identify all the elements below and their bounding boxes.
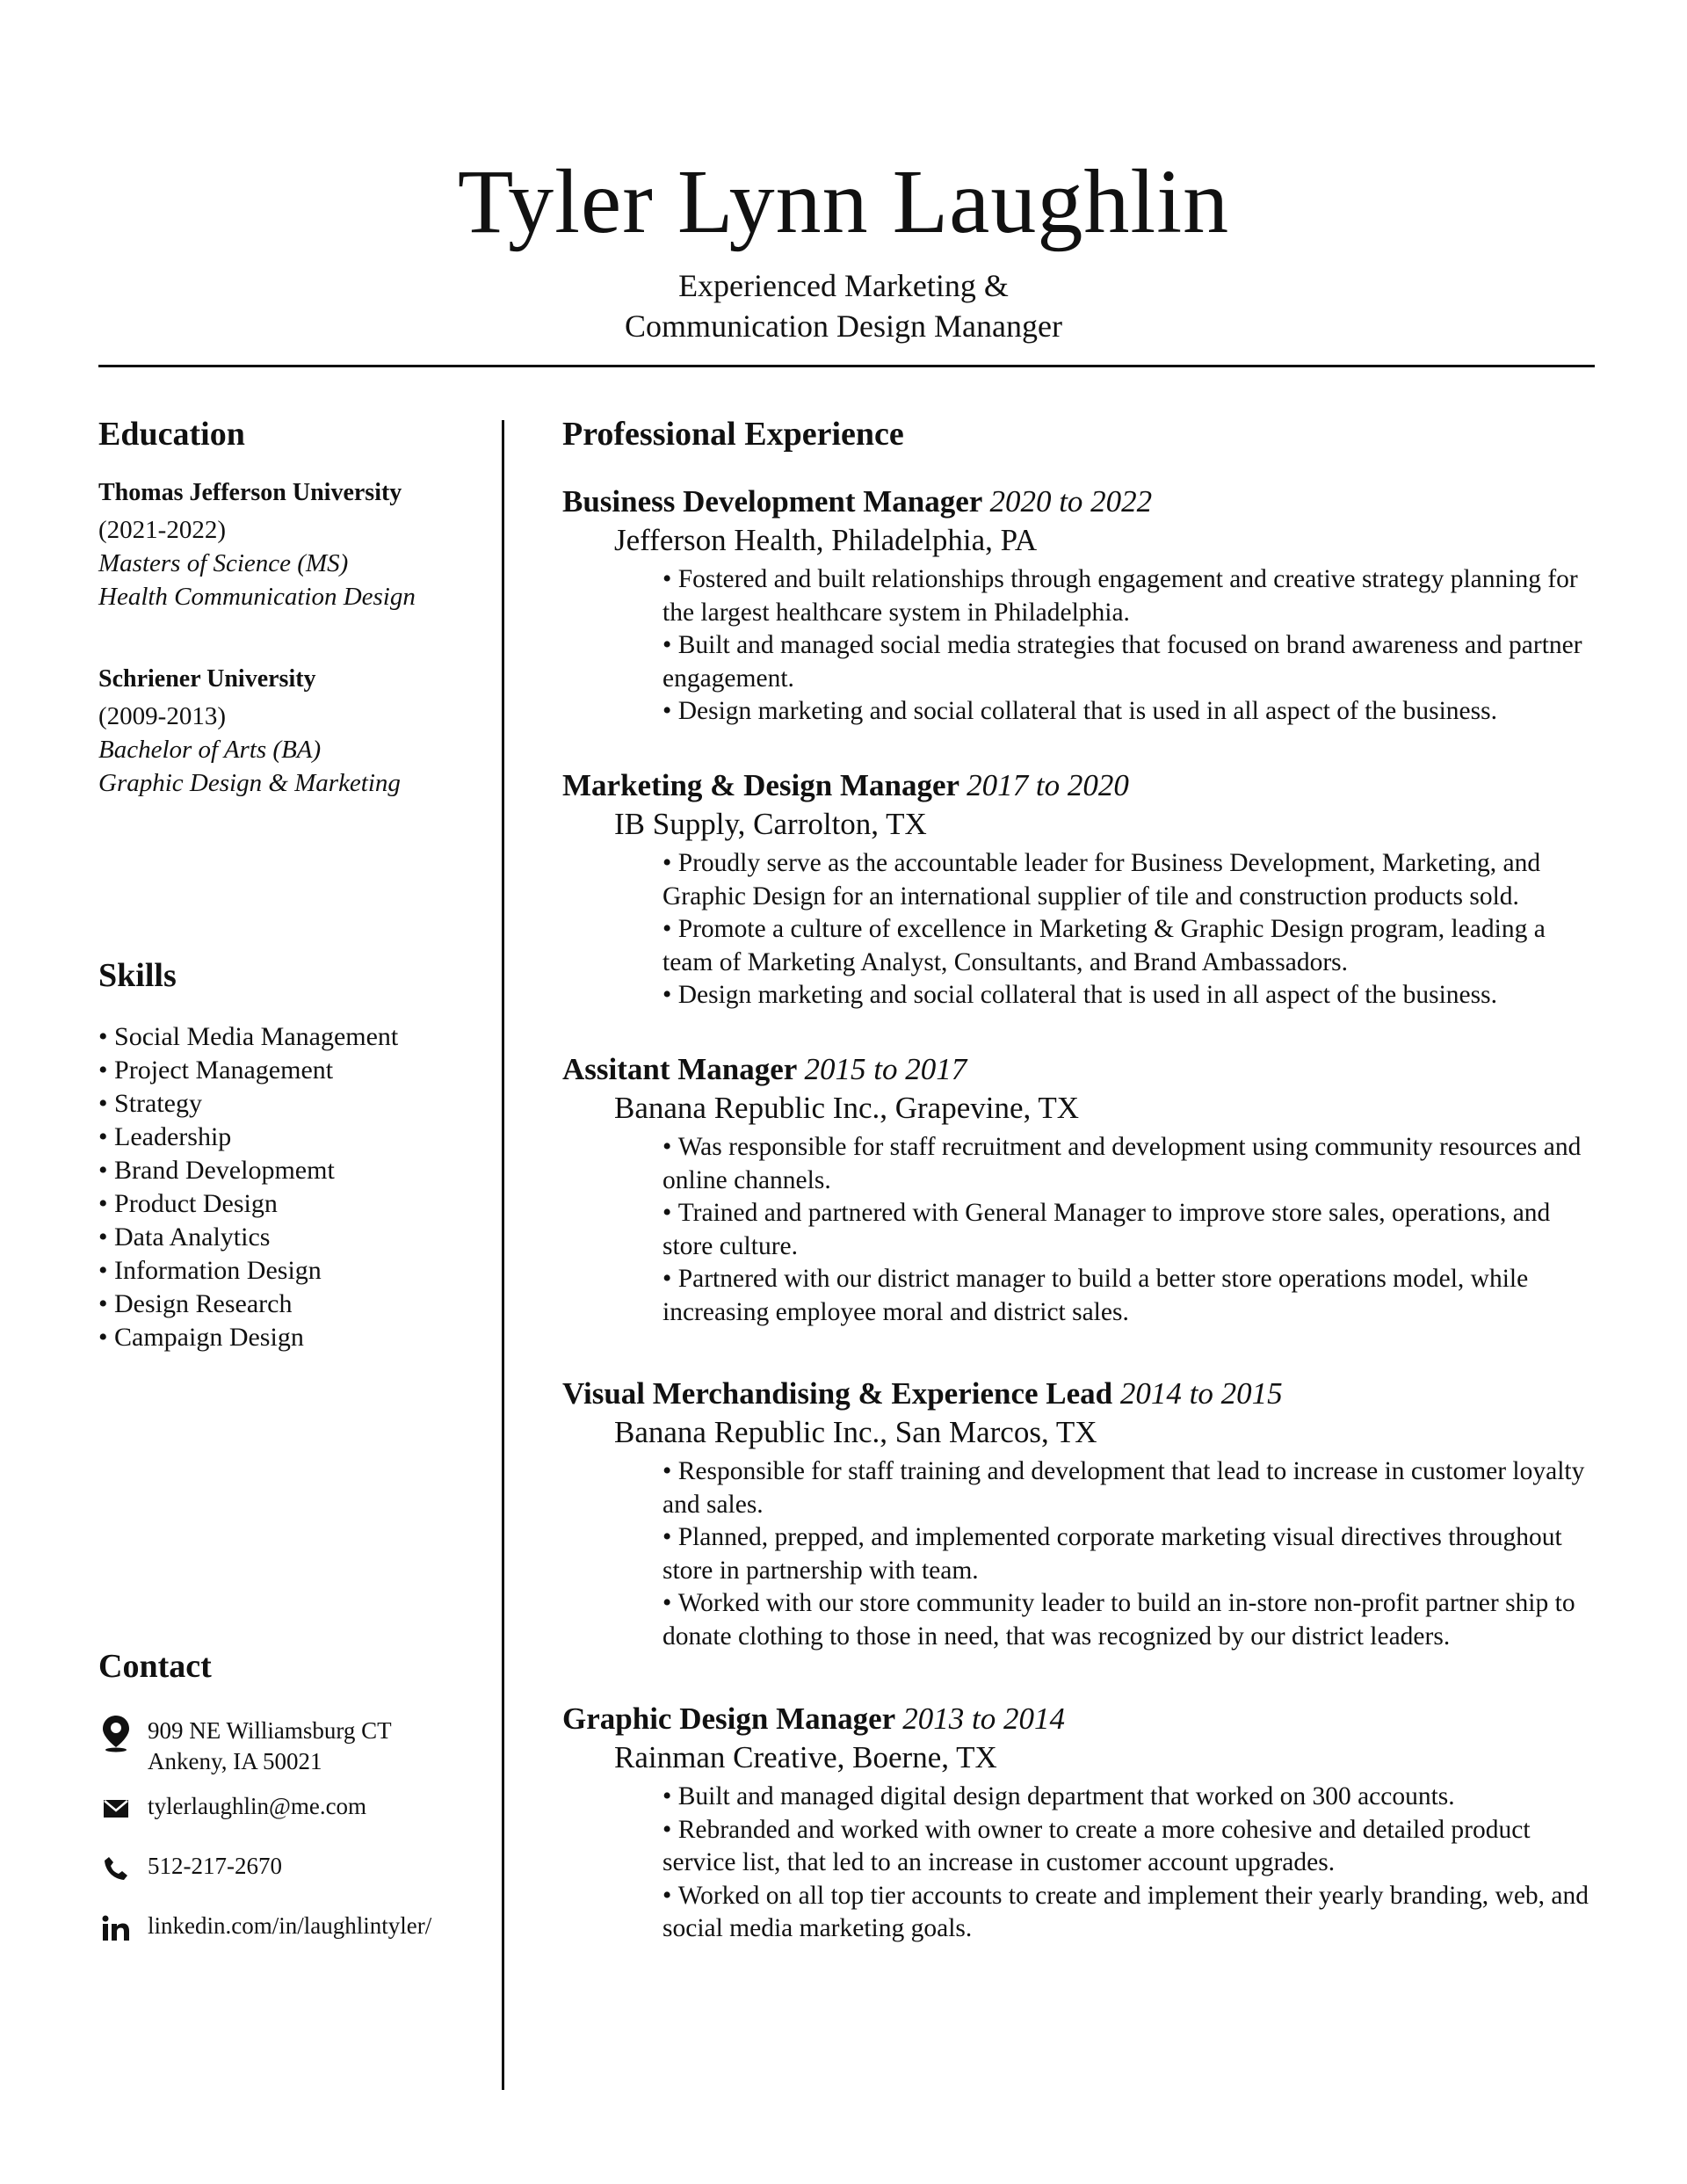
- school-name: Schriener University: [98, 665, 316, 693]
- skill-item: • Project Management: [98, 1054, 485, 1087]
- job-heading: [562, 1375, 1595, 1413]
- job-bullets: [562, 1131, 1595, 1329]
- job-company: Banana Republic Inc., Grapevine, TX: [614, 1091, 1080, 1125]
- skills-title: Skills: [98, 957, 177, 994]
- job-bullet: • Rebranded and worked with owner to create a more cohesive and detailed product service list, that led to an increase in customer account upgrades.: [662, 1814, 1595, 1880]
- skills-list: [98, 1020, 485, 1354]
- job-company: Jefferson Health, Philadelphia, PA: [614, 523, 1038, 557]
- job-entry: [562, 483, 1595, 729]
- skill-item: • Leadership: [98, 1121, 485, 1154]
- email-link[interactable]: tylerlaughlin@me.com: [148, 1793, 367, 1819]
- job-bullet: • Trained and partnered with General Manager to improve store sales, operations, and store culture.: [662, 1197, 1595, 1263]
- job-bullet: • Was responsible for staff recruitment and development using community resources and online channels.: [662, 1131, 1595, 1197]
- phone-icon: [98, 1851, 134, 1886]
- job-heading: [562, 483, 1595, 521]
- education-title: Education: [98, 416, 245, 453]
- job-company: Rainman Creative, Boerne, TX: [614, 1740, 997, 1774]
- tagline-line-2: Communication Design Mananger: [625, 308, 1062, 344]
- job-bullet: • Built and managed digital design department that worked on 300 accounts.: [662, 1781, 1595, 1814]
- skill-item: • Strategy: [98, 1087, 485, 1121]
- contact-title: Contact: [98, 1648, 212, 1685]
- skill-item: • Design Research: [98, 1288, 485, 1321]
- job-heading: [562, 1700, 1595, 1738]
- linkedin-link[interactable]: linkedin.com/in/laughlintyler/: [148, 1912, 432, 1939]
- skill-item: • Brand Developmemt: [98, 1154, 485, 1187]
- address-line-2: Ankeny, IA 50021: [148, 1748, 322, 1774]
- job-role: Visual Merchandising & Experience Lead: [562, 1376, 1113, 1411]
- contact-phone[interactable]: [98, 1851, 282, 1886]
- job-bullet: • Worked with our store community leader to build an in-store non-profit partner ship to donate clothing to those in need, that was recognized by our district leaders.: [662, 1587, 1595, 1653]
- school-years: (2021-2022): [98, 516, 226, 544]
- job-bullet: • Worked on all top tier accounts to create and implement their yearly branding, web, and social media marketing goals.: [662, 1880, 1595, 1946]
- school-years: (2009-2013): [98, 702, 226, 730]
- degree-field: Health Communication Design: [98, 583, 416, 611]
- job-bullet: • Responsible for staff training and development that lead to increase in customer loyalty and sales.: [662, 1455, 1595, 1521]
- degree-field: Graphic Design & Marketing: [98, 769, 401, 797]
- job-years: 2017 to 2020: [967, 768, 1129, 802]
- job-entry: [562, 1050, 1595, 1329]
- job-entry: [562, 1375, 1595, 1653]
- job-bullets: [562, 847, 1595, 1012]
- job-years: 2020 to 2022: [989, 484, 1153, 519]
- job-entry: [562, 1700, 1595, 1946]
- resume-header: [0, 149, 1687, 346]
- contact-email[interactable]: [98, 1791, 366, 1826]
- degree: Masters of Science (MS): [98, 549, 349, 577]
- tagline-line-1: Experienced Marketing &: [678, 268, 1009, 303]
- job-bullet: • Fostered and built relationships through engagement and creative strategy planning for the largest healthcare system in Philadelphia.: [662, 563, 1595, 629]
- tagline: [0, 265, 1687, 346]
- job-role: Graphic Design Manager: [562, 1701, 895, 1736]
- skill-item: • Campaign Design: [98, 1321, 485, 1354]
- linkedin-icon: [98, 1911, 134, 1946]
- education-entry: [98, 476, 485, 613]
- header-divider: [98, 365, 1595, 367]
- skill-item: • Information Design: [98, 1254, 485, 1288]
- job-bullet: • Design marketing and social collateral that is used in all aspect of the business.: [662, 695, 1595, 729]
- skill-item: • Data Analytics: [98, 1221, 485, 1254]
- contact-linkedin[interactable]: [98, 1911, 431, 1946]
- job-entry: [562, 766, 1595, 1012]
- job-bullet: • Design marketing and social collateral that is used in all aspect of the business.: [662, 979, 1595, 1012]
- school-name: Thomas Jefferson University: [98, 479, 402, 506]
- job-company: Banana Republic Inc., San Marcos, TX: [614, 1415, 1097, 1449]
- education-entry: [98, 663, 485, 800]
- phone-number[interactable]: 512-217-2670: [148, 1853, 282, 1879]
- skill-item: • Social Media Management: [98, 1020, 485, 1054]
- job-years: 2014 to 2015: [1119, 1376, 1283, 1411]
- job-bullets: [562, 1781, 1595, 1946]
- skill-item: • Product Design: [98, 1187, 485, 1221]
- contact-address: [98, 1716, 392, 1777]
- job-years: 2013 to 2014: [902, 1701, 1065, 1736]
- address-line-1: 909 NE Williamsburg CT: [148, 1717, 392, 1744]
- job-role: Assitant Manager: [562, 1052, 797, 1086]
- job-bullet: • Planned, prepped, and implemented corporate marketing visual directives throughout store in partnership with team.: [662, 1521, 1595, 1587]
- experience-title: Professional Experience: [562, 416, 904, 453]
- job-bullet: • Promote a culture of excellence in Marketing & Graphic Design program, leading a team of Marketing Analyst, Consultants, and Brand Ambassadors.: [662, 913, 1595, 979]
- column-divider: [502, 420, 504, 2090]
- job-heading: [562, 766, 1595, 805]
- map-pin-icon: [98, 1716, 134, 1751]
- job-bullet: • Proudly serve as the accountable leader for Business Development, Marketing, and Graphic Design for an international supplier of tile and construction products sold.: [662, 847, 1595, 913]
- job-bullet: • Partnered with our district manager to build a better store operations model, while increasing employee moral and district sales.: [662, 1263, 1595, 1329]
- job-role: Marketing & Design Manager: [562, 768, 959, 802]
- job-bullets: [562, 1455, 1595, 1653]
- job-bullet: • Built and managed social media strategies that focused on brand awareness and partner engagement.: [662, 629, 1595, 695]
- job-role: Business Development Manager: [562, 484, 982, 519]
- job-bullets: [562, 563, 1595, 729]
- degree: Bachelor of Arts (BA): [98, 736, 322, 764]
- job-years: 2015 to 2017: [804, 1052, 967, 1086]
- job-company: IB Supply, Carrolton, TX: [614, 807, 927, 841]
- candidate-name: Tyler Lynn Laughlin: [457, 151, 1230, 252]
- job-heading: [562, 1050, 1595, 1089]
- envelope-icon: [98, 1791, 134, 1826]
